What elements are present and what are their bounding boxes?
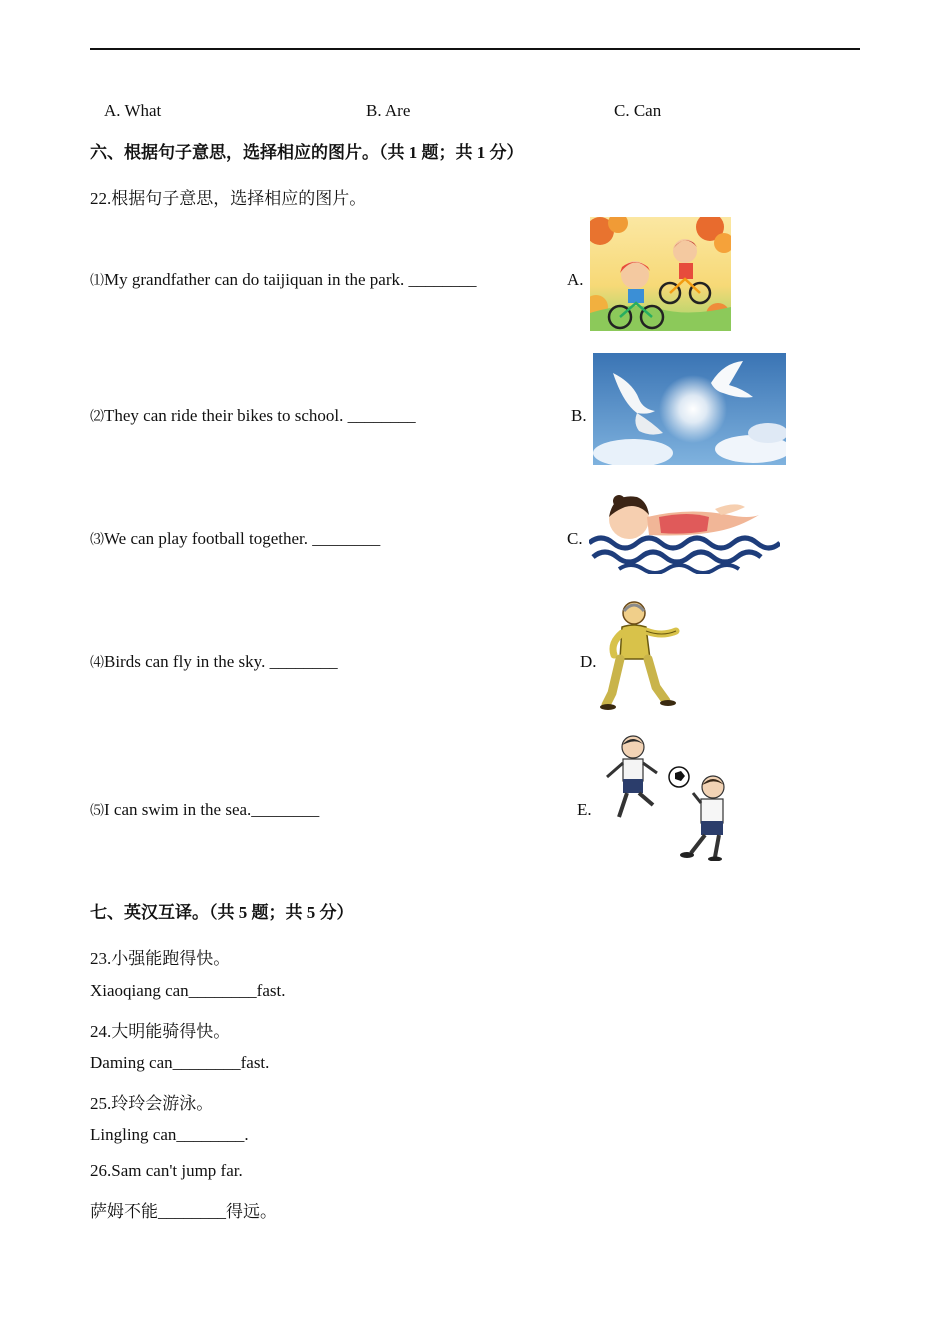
item-1: [90, 270, 476, 290]
option-label-e: E.: [577, 800, 592, 819]
option-label-c: C.: [567, 529, 583, 548]
option-a-what[interactable]: A. What: [104, 101, 162, 120]
kids-riding-bikes-image: [590, 217, 731, 331]
item-3-text: We can play football together. ________: [104, 529, 381, 548]
question-23: 23.小强能跑得快。: [90, 949, 231, 968]
question-25: 25.玲玲会游泳。: [90, 1094, 214, 1113]
answer-25[interactable]: Lingling can________.: [90, 1125, 249, 1144]
doves-in-sky-image: [593, 353, 786, 465]
girl-swimming-image: [589, 487, 780, 574]
boys-playing-football-image: [597, 733, 744, 861]
item-2-text: They can ride their bikes to school. ________: [104, 406, 416, 425]
question-24: 24.大明能骑得快。: [90, 1022, 231, 1041]
option-label-b: B.: [571, 406, 587, 425]
option-label-d: D.: [580, 652, 597, 671]
item-5-text: I can swim in the sea.________: [104, 800, 320, 819]
section-6-heading: 六、根据句子意思，选择相应的图片。（共 1 题；共 1 分）: [90, 143, 524, 162]
item-1-text: My grandfather can do taijiquan in the park. ________: [104, 270, 477, 289]
item-4: [90, 652, 338, 672]
option-c-can[interactable]: C. Can: [614, 101, 662, 120]
answer-23[interactable]: Xiaoqiang can________fast.: [90, 981, 286, 1000]
item-4-num: ⑷: [90, 656, 104, 671]
item-5-num: ⑸: [90, 804, 104, 819]
answer-24[interactable]: Daming can________fast.: [90, 1053, 270, 1072]
item-3: [90, 529, 380, 549]
item-4-text: Birds can fly in the sky. ________: [104, 652, 338, 671]
option-label-a: A.: [567, 270, 584, 289]
question-22: 22.根据句子意思，选择相应的图片。: [90, 189, 367, 208]
item-5: [90, 800, 319, 820]
item-1-num: ⑴: [90, 274, 104, 289]
top-rule: [90, 48, 860, 50]
item-3-num: ⑶: [90, 533, 104, 548]
item-2-num: ⑵: [90, 410, 104, 425]
old-man-taijiquan-image: [600, 597, 684, 711]
option-b-are[interactable]: B. Are: [366, 101, 411, 120]
answer-26[interactable]: 萨姆不能________得远。: [90, 1202, 277, 1221]
section-7-heading: 七、英汉互译。（共 5 题；共 5 分）: [90, 903, 354, 922]
item-2: [90, 406, 416, 426]
question-26: 26.Sam can't jump far.: [90, 1161, 243, 1180]
